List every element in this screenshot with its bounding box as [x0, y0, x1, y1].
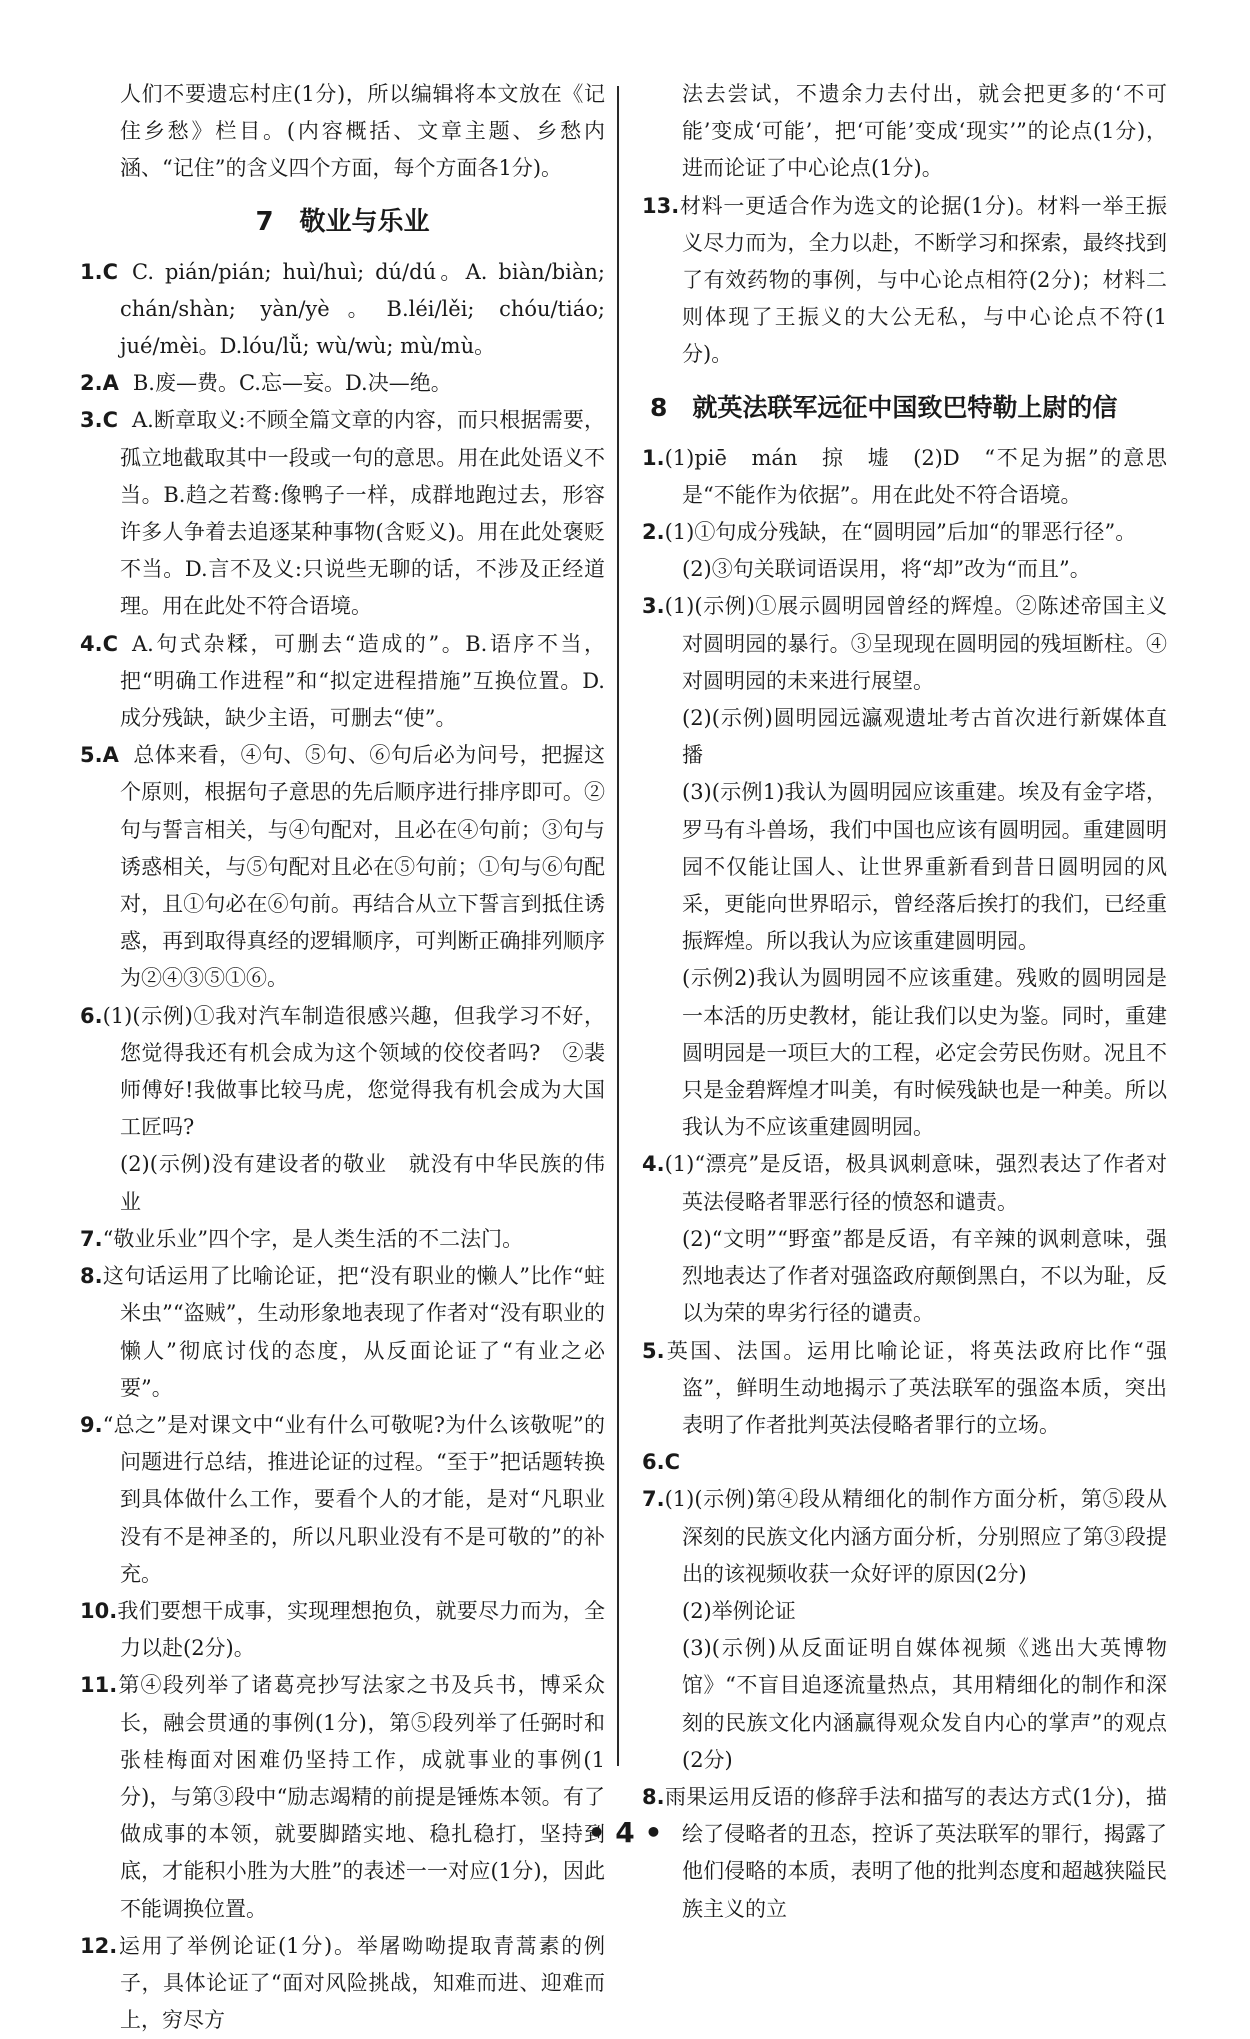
question-number: 11. [80, 1673, 118, 1698]
intro-paragraph: 人们不要遗忘村庄(1分)，所以编辑将本文放在《记住乡愁》栏目。(内容概括、文章主题、乡愁内涵、“记住”的含义四个方面，每个方面各1分)。 [120, 82, 605, 181]
question-number: 12. [80, 1933, 118, 1958]
continued-paragraph: 法去尝试，不遗余力去付出，就会把更多的‘不可能’变成‘可能’，把‘可能’变成‘现实’”的论点(1分)，进而论证了中心论点(1分)。 [682, 82, 1167, 181]
answer-text: 第④段列举了诸葛亮抄写法家之书及兵书，博采众长，融会贯通的事例(1分)，第⑤段列举了任弼时和张桂梅面对困难仍坚持工作，成就事业的事例(1分)，与第③段中“励志竭精的前提是锤炼本领。有了做成事的本领，就要脚踏实地、稳扎稳打，坚持到底，才能积小胜为大胜”的表述一一对应(1分)，因此不能调换位置。 [117, 1673, 605, 1921]
answer-text: “敬业乐业”四个字，是人类生活的不二法门。 [102, 1226, 524, 1251]
answer-item [642, 1779, 1167, 1928]
answer-text: “总之”是对课文中“业有什么可敬呢?为什么该敬呢”的问题进行总结，推进论证的过程。“至于”把话题转换到具体做什么工作，要看个人的才能，是对“凡职业没有不是神圣的，所以凡职业没有不是可敬的”的补充。 [102, 1412, 605, 1586]
answer-letter: C [102, 259, 119, 284]
section-title-8: 8 就英法联军远征中国致巴特勒上尉的信 [650, 392, 1118, 422]
answer-text: (1)(示例)第④段从精细化的制作方面分析，第⑤段从深刻的民族文化内涵方面分析，分别照应了第③段提出的该视频收获一众好评的原因(2分) [664, 1487, 1167, 1586]
question-number: 4. [642, 1152, 665, 1177]
question-number: 1. [80, 259, 103, 284]
question-number: 6. [80, 1003, 103, 1028]
answer-letter: C [102, 408, 119, 433]
answer-text: (示例2)我认为圆明园不应该重建。残败的圆明园是一本活的历史教材，能让我们以史为鉴。同时，重建圆明园是一项巨大的工程，必定会劳民伤财。况且不只是金碧辉煌才叫美，有时候残缺也是一种美。所以我认为不应该重建圆明园。 [682, 966, 1167, 1140]
answer-item [80, 1593, 605, 1667]
answer-text: (1)“漂亮”是反语，极具讽刺意味，强烈表达了作者对英法侵略者罪恶行径的愤怒和谴责。 [664, 1152, 1167, 1214]
answer-text: 英国、法国。运用比喻论证，将英法政府比作“强盗”，鲜明生动地揭示了英法联军的强盗本质，突出表明了作者批判英法侵略者罪行的立场。 [664, 1338, 1167, 1437]
answer-text: (2)举例论证 [682, 1598, 796, 1623]
question-number: 8. [80, 1264, 103, 1289]
answer-item [642, 774, 1167, 960]
answer-item [80, 1221, 605, 1258]
answer-text: 运用了举例论证(1分)。举屠呦呦提取青蒿素的例子，具体论证了“面对风险挑战，知难而进、迎难而上，穷尽方 [117, 1933, 605, 2033]
answer-text: 总体来看，④句、⑤句、⑥句后必为问号，把握这个原则，根据句子意思的先后顺序进行排序即可。②句与誓言相关，与④句配对，且必在④句前；③句与诱惑相关，与⑤句配对且必在⑤句前；①句与⑥句配对，且①句必在⑥句前。再结合从立下誓言到抵住诱惑，再到取得真经的逻辑顺序，可判断正确排列顺序为②④③⑤①⑥。 [120, 743, 605, 991]
answer-item [642, 1221, 1167, 1333]
answer-text: A.断章取义:不顾全篇文章的内容，而只根据需要，孤立地截取其中一段或一句的意思。用在此处语义不当。B.趋之若鹜:像鸭子一样，成群地跑过去，形容许多人争着去追逐某种事物(含贬义)。用在此处褒贬不当。D.言不及义:只说些无聊的话，不涉及正经道理。用在此处不符合语境。 [120, 408, 605, 619]
answer-item [80, 365, 605, 402]
answer-text: C [664, 1450, 681, 1475]
question-number: 3. [642, 594, 665, 619]
column-divider [617, 86, 619, 1766]
answer-item [642, 1146, 1167, 1220]
answer-item [80, 737, 605, 997]
question-number: 7. [642, 1487, 665, 1512]
answer-text: (3)(示例1)我认为圆明园应该重建。埃及有金字塔，罗马有斗兽场，我们中国也应该有圆明园。重建圆明园不仅能让国人、让世界重新看到昔日圆明园的风采，更能向世界昭示，曾经落后挨打的我们，已经重振辉煌。所以我认为应该重建圆明园。 [682, 780, 1167, 954]
page-number: • 4 • [587, 1816, 663, 1849]
answer-text: A.句式杂糅，可删去“造成的”。B.语序不当，把“明确工作进程”和“拟定进程措施”互换位置。D.成分残缺，缺少主语，可删去“使”。 [120, 631, 605, 731]
answer-text: (2)“文明”“野蛮”都是反语，有辛辣的讽刺意味，强烈地表达了作者对强盗政府颠倒黑白，不以为耻，反以为荣的卑劣行径的谴责。 [682, 1226, 1167, 1326]
answer-item [80, 1407, 605, 1593]
question-number: 2. [80, 371, 103, 396]
answer-item [80, 1928, 605, 2039]
answer-text: C. pián/pián; huì/huì; dú/dú。A. biàn/biàn; chán/shàn; yàn/yè。B.léi/lěi; chóu/tiáo; jué/mèi。D.lóu/lǚ; wù/wù; mù/mù。 [120, 259, 605, 359]
question-number: 5. [642, 1338, 665, 1363]
answer-item [642, 1333, 1167, 1445]
right-top-answer-list [642, 188, 1167, 374]
answer-text: (3)(示例)从反面证明自媒体视频《逃出大英博物馆》“不盲目追逐流量热点，其用精细化的制作和深刻的民族文化内涵赢得观众发自内心的掌声”的观点(2分) [682, 1636, 1167, 1772]
answer-item [642, 1630, 1167, 1779]
question-number: 3. [80, 408, 103, 433]
question-number: 8. [642, 1784, 665, 1809]
left-answer-list [80, 254, 605, 2039]
answer-item [642, 1481, 1167, 1593]
right-column [642, 76, 1167, 1928]
answer-text: (2)③句关联词语误用，将“却”改为“而且”。 [682, 557, 1091, 582]
answer-item [642, 700, 1167, 774]
answer-item [80, 254, 605, 366]
question-number: 4. [80, 631, 103, 656]
answer-item [642, 1593, 1167, 1630]
answer-text: (2)(示例)没有建设者的敬业 就没有中华民族的伟业 [120, 1152, 605, 1214]
answer-item [642, 440, 1167, 514]
answer-item [642, 188, 1167, 374]
question-number: 9. [80, 1412, 103, 1437]
answer-letter: A [102, 743, 119, 768]
answer-text: 材料一更适合作为选文的论据(1分)。材料一举王振义尽力而为，全力以赴，不断学习和探索，最终找到了有效药物的事例，与中心论点相符(2分)；材料二则体现了王振义的大公无私，与中心论点不符(1分)。 [679, 193, 1167, 367]
answer-item [642, 514, 1167, 551]
answer-text: (2)(示例)圆明园远瀛观遗址考古首次进行新媒体直播 [682, 706, 1167, 768]
question-number: 7. [80, 1226, 103, 1251]
answer-text: (1)(示例)①我对汽车制造很感兴趣，但我学习不好，您觉得我还有机会成为这个领域的佼佼者吗? ②裴师傅好!我做事比较马虎，您觉得我有机会成为大国工匠吗? [102, 1003, 605, 1140]
answer-letter: C [102, 631, 119, 656]
right-answer-list [642, 440, 1167, 1928]
answer-item [80, 1258, 605, 1407]
answer-item [80, 998, 605, 1147]
answer-item [80, 1146, 605, 1220]
answer-text: (1)①句成分残缺，在“圆明园”后加“的罪恶行径”。 [664, 520, 1137, 545]
answer-text: (1)(示例)①展示圆明园曾经的辉煌。②陈述帝国主义对圆明园的暴行。③呈现现在圆明园的残垣断柱。④对圆明园的未来进行展望。 [664, 594, 1167, 693]
question-number: 1. [642, 445, 665, 470]
section-title-7: 7 敬业与乐业 [255, 206, 430, 237]
answer-item [80, 1667, 605, 1927]
answer-item [642, 588, 1167, 700]
answer-item [642, 960, 1167, 1146]
answer-item [642, 551, 1167, 588]
question-number: 10. [80, 1598, 118, 1623]
answer-text: 雨果运用反语的修辞手法和描写的表达方式(1分)，描绘了侵略者的丑态，控诉了英法联军的罪行，揭露了他们侵略的本质，表明了他的批判态度和超越狭隘民族主义的立 [664, 1784, 1167, 1921]
question-number: 2. [642, 520, 665, 545]
answer-text: B.废—费。C.忘—妄。D.决—绝。 [132, 371, 452, 396]
answer-item [80, 402, 605, 625]
question-number: 6. [642, 1450, 665, 1475]
answer-item [80, 626, 605, 738]
answer-text: 我们要想干成事，实现理想抱负，就要尽力而为，全力以赴(2分)。 [117, 1598, 605, 1661]
question-number: 13. [642, 193, 680, 218]
left-column [80, 76, 605, 2039]
answer-text: (1)piē mán 掠 墟 (2)D “不足为据”的意思是“不能作为依据”。用在此处不符合语境。 [664, 445, 1167, 507]
answer-letter: A [102, 371, 119, 396]
question-number: 5. [80, 743, 103, 768]
answer-item [642, 1444, 1167, 1481]
answer-text: 这句话运用了比喻论证，把“没有职业的懒人”比作“蛀米虫”“盗贼”，生动形象地表现了作者对“没有职业的懒人”彻底讨伐的态度，从反面论证了“有业之必要”。 [102, 1264, 605, 1400]
